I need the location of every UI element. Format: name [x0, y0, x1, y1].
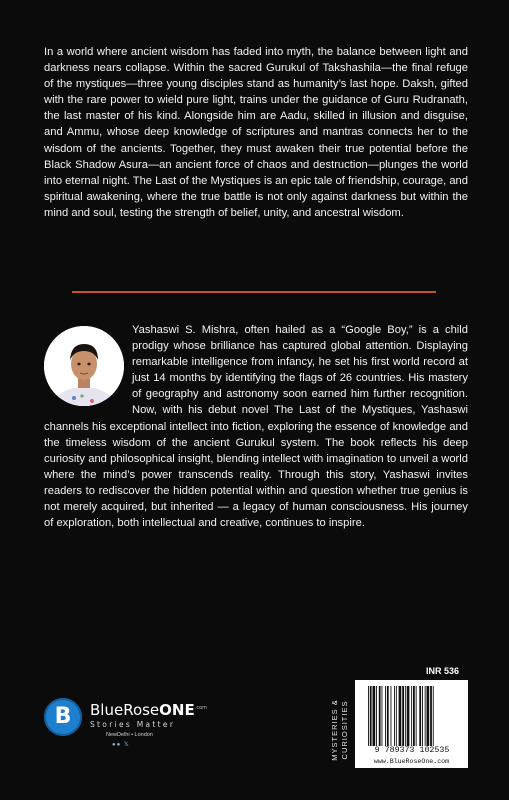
publisher-logo-mark-icon [44, 698, 82, 736]
barcode-bar [370, 686, 372, 746]
barcode-bar [399, 686, 402, 746]
barcode-bar [411, 686, 412, 746]
barcode-bar [391, 686, 392, 746]
author-photo-icon [44, 326, 124, 406]
barcode-bar [430, 686, 432, 746]
barcode-bar [376, 686, 377, 746]
genre-label [330, 680, 350, 780]
publisher-cities: NewDelhi • London [106, 732, 153, 738]
barcode-bar [396, 686, 397, 746]
logo-mark-letter: B [54, 704, 72, 729]
author-bio-text: Yashaswi S. Mishra, often hailed as a “Google Boy,” is a child prodigy whose brilliance has captured global attention. Displaying remarkable intelligence from infancy, he set his first world record at just 14 months by identifying the flags of 26 countries. His mastery of geography and astronomy soon earned him further recognition. Now, with his debut novel The Last of the Mystiques, Yashaswi channels his exceptional intellect into fiction, exploring the essence of knowledge and the timeless wisdom of the ancient Gurukul system. The book reflects his deep curiosity and philosophical insight, blending intellect with imagination to unveil a world where the mind’s power transcends reality. Through this story, Yashaswi invites readers to rediscover the hidden potential within and question whether true genius is not merely acquired, but inherited — a legacy of human consciousness. His journey of exploration, both intellectual and creative, continues to inspire. [44, 324, 468, 530]
publisher-name [90, 701, 207, 719]
social-icons: ●● 𝕏 [112, 742, 130, 748]
barcode-bar [387, 686, 389, 746]
section-divider [72, 291, 436, 293]
barcode-bar [373, 686, 376, 746]
book-blurb: In a world where ancient wisdom has faded into myth, the balance between light and darkness nears collapse. Within the sacred Gurukul of Takshashila—the final refuge of the mystiques—three young disciples stand as humanity’s last hope. Daksh, gifted with the rare power to wield pure light, trains under the guidance of Guru Rudranath, the last master of his kind. Alongside him are Aadu, skilled in illusion and disguise, and Ammu, whose deep knowledge of scriptures and mantras connects her to the wisdom of the ancients. Together, they must awaken their true potential before the Black Shadow Asura—an ancient force of chaos and destruction—plunges the world into eternal night. The Last of the Mystiques is an epic tale of friendship, courage, and spiritual awakening, where the true battle is not only against darkness but within the mind and soul, testing the strength of belief, unity, and ancestral wisdom. [44, 46, 468, 219]
publisher-name-part2: ONE [159, 701, 195, 719]
barcode-bar [407, 686, 410, 746]
barcode-bar [405, 686, 406, 746]
publisher-url: www.BlueRoseOne.com [373, 758, 450, 765]
barcode-bar [416, 686, 417, 746]
barcode-bar [413, 686, 415, 746]
barcode-bar [422, 686, 423, 746]
barcode-bar [382, 686, 383, 746]
isbn-barcode-icon [367, 686, 463, 746]
publisher-logo [44, 698, 244, 758]
isbn-barcode [355, 680, 468, 768]
publisher-name-part1: BlueRose [90, 701, 160, 719]
barcode-bar [425, 686, 426, 746]
barcode-bar [419, 686, 421, 746]
barcode-bar [402, 686, 404, 746]
publisher-tagline: Stories Matter [90, 720, 176, 729]
price-label: INR 536 [426, 666, 460, 676]
barcode-bar [379, 686, 381, 746]
isbn-number: 9 789373 102535 [374, 746, 450, 755]
publisher-name-sup: .com [194, 705, 208, 711]
barcode-bar [385, 686, 386, 746]
barcode-bar [394, 686, 395, 746]
barcode-bar [433, 686, 434, 746]
barcode-bar [427, 686, 430, 746]
genre-text: MYSTERIES & CURIOSITIES [330, 699, 349, 761]
barcode-bar [368, 686, 369, 746]
